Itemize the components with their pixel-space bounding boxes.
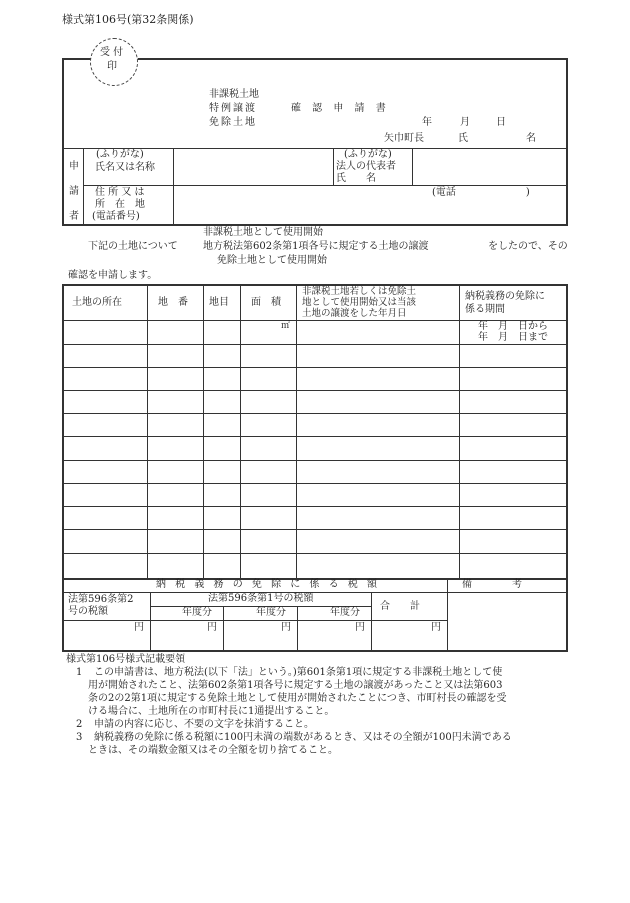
art596-2-label-2: 号の税額 — [68, 606, 108, 617]
stamp-label: 受 付 — [100, 47, 124, 58]
phone-label: (電話 ) — [432, 187, 530, 198]
form-number-label: 様式第106号(第32条関係) — [62, 13, 194, 26]
statement-lead: 下記の土地について — [88, 241, 178, 252]
yen-2: 円 — [207, 622, 217, 633]
form-title: 確 認 申 請 書 — [291, 103, 390, 114]
representative-name-label: 氏 名 — [336, 173, 376, 184]
note-3-line-2: ときは、その端数金額又はその全額を切り捨てること。 — [88, 745, 338, 756]
art596-1-label: 法第596条第1号の税額 — [208, 593, 314, 604]
note-1-line-2: 用が開始されたこと、法第602条第1項各号に規定する土地の譲渡があったこと又は法第603 — [88, 680, 503, 691]
title-option-special: 特例譲渡 — [209, 103, 257, 114]
note-2-number: 2 — [76, 719, 83, 730]
date-month: 月 — [460, 117, 470, 128]
address-label-1: 住 所 又 は — [95, 187, 145, 198]
addressee-mayor: 矢巾町長 — [384, 133, 424, 144]
col-header-date-2: 地として使用開始又は当該 — [302, 297, 417, 308]
name-label: 氏名又は名称 — [95, 162, 155, 173]
fy-label-3: 年度分 — [330, 607, 360, 618]
yen-5: 円 — [431, 622, 441, 633]
address-label-2: 所 在 地 — [95, 199, 145, 210]
note-1-line-4: ける場合に、土地所在の市町村長に1通提出すること。 — [88, 706, 335, 717]
applicant-label-3: 者 — [69, 211, 79, 222]
col-header-location: 土地の所在 — [72, 297, 122, 308]
area-unit: ㎡ — [281, 321, 291, 331]
col-header-date-1: 非課税土地若しくは免除土 — [302, 286, 417, 297]
yen-1: 円 — [134, 622, 144, 633]
address-label-3: (電話番号) — [92, 211, 140, 222]
col-header-area: 面 積 — [251, 297, 281, 308]
fy-label-2: 年度分 — [256, 607, 286, 618]
applicant-label-2: 請 — [69, 186, 79, 197]
period-from: 年 月 日から — [478, 321, 548, 332]
period-to: 年 月 日まで — [478, 332, 548, 343]
col-header-period-2: 係る期間 — [465, 304, 505, 315]
note-3-line-1: 納税義務の免除に係る税額に100円未満の端数があるとき、又はその全額が100円未満である — [94, 732, 512, 743]
yen-3: 円 — [281, 622, 291, 633]
fy-label-1: 年度分 — [182, 607, 212, 618]
statement-option-1: 非課税土地として使用開始 — [203, 227, 323, 238]
col-header-period-1: 納税義務の免除に — [465, 291, 545, 302]
col-header-date-3: 土地の譲渡をした年月日 — [302, 308, 407, 319]
remarks-header: 備 考 — [462, 579, 522, 590]
col-header-lot: 地 番 — [158, 297, 188, 308]
date-year: 年 — [422, 117, 432, 128]
title-option-exempt: 非課税土地 — [209, 89, 259, 100]
addressee-shi: 氏 — [458, 133, 468, 144]
stamp-seal-label: 印 — [107, 61, 117, 72]
col-header-category: 地目 — [209, 297, 229, 308]
note-1-line-3: 条の2の2第1項に規定する免除土地として使用が開始されたことにつき、市町村長の確認を受 — [88, 693, 507, 704]
furigana-label-2: (ふりがな) — [344, 149, 392, 160]
tax-header: 納 税 義 務 の 免 除 に 係 る 税 額 — [156, 579, 380, 590]
statement-tail: をしたので、その — [488, 241, 568, 252]
statement-option-2: 地方税法第602条第1項各号に規定する土地の譲渡 — [203, 241, 429, 252]
note-3-number: 3 — [76, 732, 83, 743]
note-1-number: 1 — [76, 667, 83, 678]
total-label: 合 計 — [380, 601, 420, 612]
notes-title: 様式第106号様式記載要領 — [66, 654, 186, 665]
art596-2-label-1: 法第596条第2 — [68, 594, 134, 605]
representative-label: 法人の代表者 — [336, 161, 396, 172]
note-1-line-1: この申請書は、地方税法(以下「法」という。)第601条第1項に規定する非課税土地として使 — [94, 667, 503, 678]
applicant-label-1: 申 — [69, 161, 79, 172]
statement-end: 確認を申請します。 — [68, 270, 158, 281]
note-2-line-1: 申請の内容に応じ、不要の文字を抹消すること。 — [94, 719, 314, 730]
yen-4: 円 — [355, 622, 365, 633]
title-option-exemption: 免除土地 — [209, 117, 257, 128]
statement-option-3: 免除土地として使用開始 — [217, 255, 327, 266]
date-day: 日 — [496, 117, 506, 128]
addressee-mei: 名 — [526, 133, 536, 144]
furigana-label-1: (ふりがな) — [96, 149, 144, 160]
